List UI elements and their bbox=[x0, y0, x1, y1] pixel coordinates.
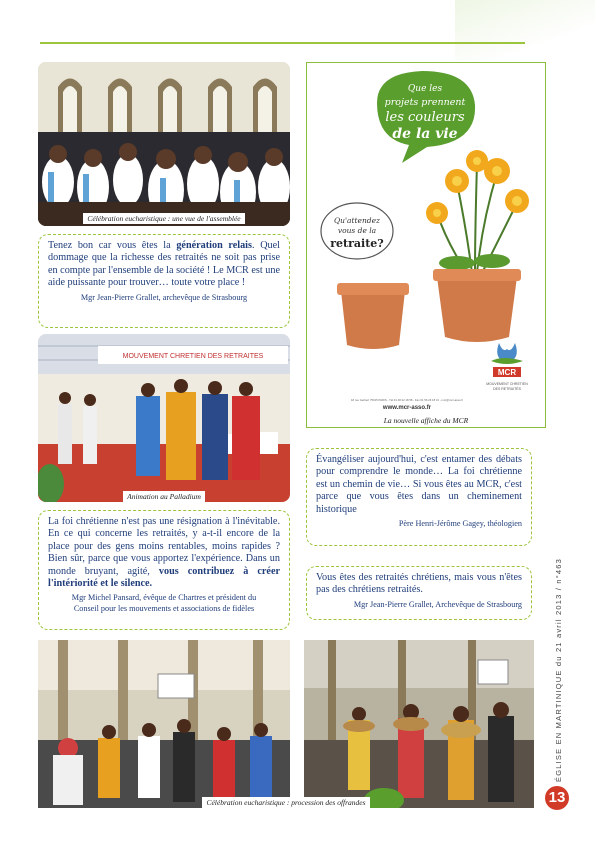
quote-2-signature-line1: Mgr Michel Pansard, évêque de Chartres et président du bbox=[71, 593, 257, 603]
poster-website: www.mcr-asso.fr bbox=[382, 405, 432, 411]
page-number: 13 bbox=[545, 786, 569, 810]
quote-4-signature: Mgr Jean-Pierre Grallet, Archevêque de Strasbourg bbox=[353, 599, 522, 609]
photo-palladium bbox=[38, 334, 290, 502]
quote-1-signature: Mgr Jean-Pierre Grallet, archevêque de Strasbourg bbox=[80, 292, 248, 302]
svg-text:de la vie: de la vie bbox=[392, 126, 458, 142]
photo-procession-caption: Célébration eucharistique : procession des offrandes bbox=[38, 798, 534, 807]
poster-caption: La nouvelle affiche du MCR bbox=[306, 416, 546, 425]
svg-text:MOUVEMENT CHRETIEN: MOUVEMENT CHRETIEN bbox=[486, 382, 528, 386]
issue-sidebar bbox=[552, 520, 566, 782]
svg-text:18 rue Gerbert 75015 PARIS - T: 18 rue Gerbert 75015 PARIS - Tél 01 48 22 18 58 - Fax 01 56 26 18 31 - mcr@mcr-asso.fr bbox=[350, 398, 464, 402]
issue-sidebar-text: ÉGLISE EN MARTINIQUE du 21 avril 2013 / n°463 bbox=[554, 557, 563, 782]
quote-box-2 bbox=[38, 510, 290, 630]
svg-text:projets prennent: projets prennent bbox=[384, 97, 466, 108]
quote-1-text: Tenez bon car vous êtes la génération relais. Quel dommage que la richesse des retraités ne soit pas prise en compte par l'ensemble de la société ! Le MCR est une aide puissante pour trouver… toute votre place ! bbox=[48, 240, 281, 289]
header-rule bbox=[40, 42, 525, 44]
header-leaf-decoration bbox=[455, 0, 595, 60]
svg-text:vous de la: vous de la bbox=[337, 226, 377, 235]
quote-box-4 bbox=[306, 566, 532, 620]
photo-palladium-caption: Animation au Palladium bbox=[38, 492, 290, 501]
quote-3-text: Évangéliser aujourd'hui, c'est entamer des débats pour comprendre le monde… La foi chrétienne est un chemin de vie… Si vous êtes au MCR, c'est parce que vous êtes dans un cheminement historique bbox=[316, 454, 522, 515]
photo-assembly bbox=[38, 62, 290, 226]
svg-text:retraite?: retraite? bbox=[330, 237, 384, 250]
quote-3-signature: Père Henri-Jérôme Gagey, théologien bbox=[398, 519, 522, 529]
quote-4-text: Vous êtes des retraités chrétiens, mais vous n'êtes pas des chrétiens retraités. bbox=[316, 572, 522, 596]
svg-text:DES RETRAITÉS: DES RETRAITÉS bbox=[493, 387, 521, 391]
quote-2-signature-line2: Conseil pour les mouvements et associations de fidèles bbox=[73, 604, 255, 614]
photo-procession bbox=[38, 640, 534, 808]
mcr-poster bbox=[306, 62, 546, 428]
svg-text:Qu'attendez: Qu'attendez bbox=[334, 216, 380, 225]
quote-2-text: La foi chrétienne n'est pas une résignation à l'inévitable. En ce qui concerne les retraités, y a-t-il encore de la place pour des gens moins rentables, moins rapides ? Bien sûr, parce que vous apportez l'expérience. Dans un monde bruyant, agité, vous contribuez à créer l'intériorité et le silence. bbox=[48, 516, 280, 590]
palladium-banner: MOUVEMENT CHRETIEN DES RETRAITES bbox=[122, 353, 264, 360]
quote-box-1 bbox=[38, 234, 290, 328]
svg-text:MCR: MCR bbox=[497, 368, 517, 377]
photo-assembly-caption: Célébration eucharistique : une vue de l'assemblée bbox=[38, 214, 290, 223]
svg-text:les couleurs: les couleurs bbox=[385, 110, 465, 125]
quote-box-3 bbox=[306, 448, 532, 546]
svg-text:Que les: Que les bbox=[407, 84, 443, 94]
